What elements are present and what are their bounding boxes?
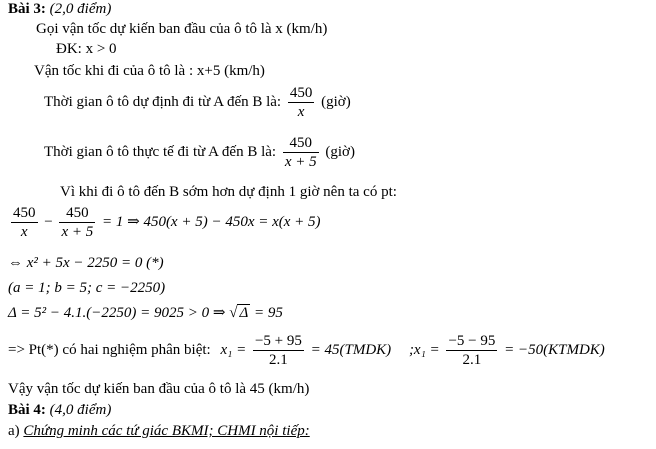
eq5-result-2: = −50(KTMDK) — [504, 341, 605, 358]
line5-fraction — [283, 134, 319, 171]
eq1-minus: − — [44, 213, 53, 230]
eq4-radicand: Δ — [239, 305, 249, 321]
eq1-fraction-1 — [11, 204, 38, 241]
equation-4 — [8, 304, 283, 322]
eq5-x2-label: ;x₁ = — [408, 341, 440, 358]
bai3-heading: Bài 3: — [8, 1, 46, 17]
bai4-part-a — [8, 422, 310, 440]
line5-text: Thời gian ô tô thực tế đi từ A đến B là: — [44, 143, 277, 160]
eq5-f2-denominator: 2.1 — [462, 352, 482, 368]
eq4-right: = 95 — [254, 305, 283, 321]
bai3-line2: ĐK: x > 0 — [56, 41, 117, 57]
eq1-fraction-2 — [59, 204, 95, 241]
line4-text: Thời gian ô tô dự định đi từ A đến B là: — [44, 93, 282, 110]
eq5-result-1: = 45(TMDK) — [310, 341, 392, 358]
equation-3: (a = 1; b = 5; c = −2250) — [8, 280, 166, 296]
bai4-heading: Bài 4: — [8, 402, 46, 418]
bai3-line6: Vì khi đi ô tô đến B sớm hơn dự định 1 giờ nên ta có pt: — [60, 184, 397, 200]
equation-5 — [8, 332, 605, 369]
eq5-x1-label: x₁ = — [220, 341, 247, 358]
eq4-left: Δ = 5² − 4.1.(−2250) = 9025 > 0 ⇒ — [8, 305, 226, 321]
line4-unit: (giờ) — [321, 93, 351, 110]
bai3-line1: Gọi vận tốc dự kiến ban đầu của ô tô là x (km/h) — [36, 21, 328, 37]
bai3-line4 — [44, 84, 351, 121]
line4-numerator: 450 — [289, 85, 313, 101]
eq1-f1-denominator: x — [20, 224, 28, 240]
part-a-label: a) — [8, 423, 20, 439]
eq1-rest: = 1 ⇒ 450(x + 5) − 450x = x(x + 5) — [102, 213, 321, 230]
part-a-text: Chứng minh các tứ giác BKMI; CHMI nội tiếp: — [23, 423, 310, 439]
eq5-fraction-1 — [253, 332, 304, 369]
bai3-line3: Vận tốc khi đi của ô tô là : x+5 (km/h) — [34, 63, 265, 79]
line5-denominator: x + 5 — [284, 154, 317, 170]
sqrt-delta: √ Δ — [229, 305, 249, 321]
equation-2: ⇔ x² + 5x − 2250 = 0 (*) — [8, 255, 164, 271]
eq5-f2-numerator: −5 − 95 — [448, 333, 496, 349]
bai3-points: (2,0 điểm) — [49, 1, 112, 17]
eq1-f1-numerator: 450 — [13, 205, 36, 221]
line4-fraction — [288, 84, 315, 121]
bai4-heading-line — [8, 401, 111, 419]
eq5-f1-numerator: −5 + 95 — [254, 333, 302, 349]
line4-denominator: x — [297, 104, 305, 120]
bai4-points: (4,0 điểm) — [49, 402, 112, 418]
eq5-fraction-2 — [446, 332, 497, 369]
bai3-heading-line — [8, 0, 111, 18]
eq1-f2-denominator: x + 5 — [61, 224, 94, 240]
eq5-f1-denominator: 2.1 — [269, 352, 288, 368]
eq5-text: => Pt(*) có hai nghiệm phân biệt: — [8, 341, 211, 358]
line5-unit: (giờ) — [325, 143, 355, 160]
bai3-line5 — [44, 134, 355, 171]
eq1-f2-numerator: 450 — [59, 204, 95, 223]
line5-numerator: 450 — [283, 134, 319, 153]
equation-1 — [8, 204, 321, 241]
bai3-conclusion: Vậy vận tốc dự kiến ban đầu của ô tô là 45 (km/h) — [8, 381, 310, 397]
